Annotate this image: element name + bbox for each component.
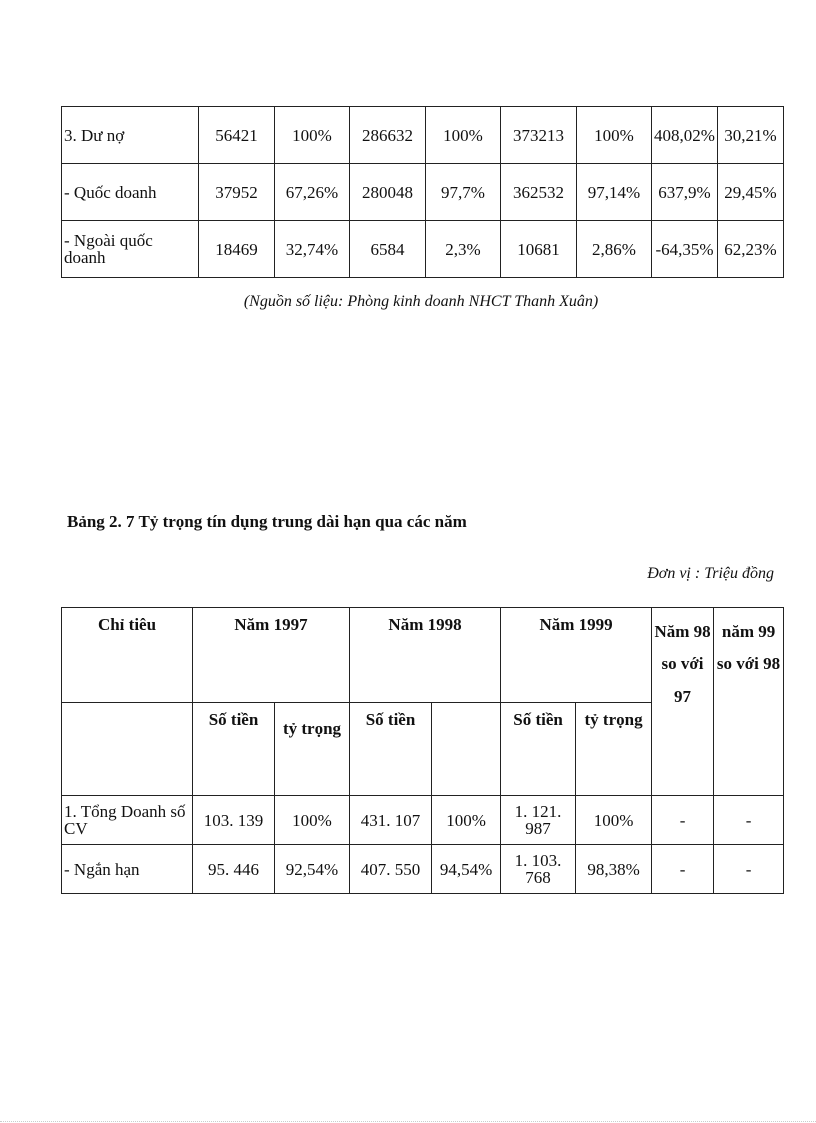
table-cell: 30,21%: [718, 107, 784, 164]
row-label: - Quốc doanh: [62, 164, 199, 221]
row-label: - Ngoài quốc doanh: [62, 221, 199, 278]
row-label: 3. Dư nợ: [62, 107, 199, 164]
table-cell: 97,14%: [577, 164, 652, 221]
page-bottom-divider: [0, 1121, 816, 1122]
table-cell: 100%: [426, 107, 501, 164]
subheader-so-tien-1997: Số tiền: [193, 703, 275, 796]
table-row: [62, 796, 784, 845]
table-cell: 280048: [350, 164, 426, 221]
table-cell: -: [652, 796, 714, 845]
table-cell: 286632: [350, 107, 426, 164]
table-cell: 1. 103. 768: [501, 845, 576, 894]
table-row: [62, 221, 784, 278]
subheader-so-tien-1999: Số tiền: [501, 703, 576, 796]
table-cell: 67,26%: [275, 164, 350, 221]
table-cell: -: [714, 845, 784, 894]
header-compare-98-97: Năm 98 so với 97: [652, 608, 714, 796]
subheader-empty: [62, 703, 193, 796]
table-cell: 37952: [199, 164, 275, 221]
source-note: (Nguồn số liệu: Phòng kinh doanh NHCT Thanh Xuân): [243, 293, 599, 310]
table-cell: 92,54%: [275, 845, 350, 894]
table-cell: 10681: [501, 221, 577, 278]
row-label: - Ngắn hạn: [62, 845, 193, 894]
table-cell: 18469: [199, 221, 275, 278]
subheader-ty-trong-1999: tỷ trọng: [576, 703, 652, 796]
table-cell: 100%: [576, 796, 652, 845]
header-year-1997: Năm 1997: [193, 608, 350, 703]
table-cell: 1. 121. 987: [501, 796, 576, 845]
table-cell: 98,38%: [576, 845, 652, 894]
table-cell: 100%: [275, 796, 350, 845]
table-cell: 362532: [501, 164, 577, 221]
table-cell: 95. 446: [193, 845, 275, 894]
credit-balance-table: [61, 106, 784, 278]
table-cell: 408,02%: [652, 107, 718, 164]
subheader-so-tien-1998: Số tiền: [350, 703, 432, 796]
table-cell: 6584: [350, 221, 426, 278]
table-row: [62, 164, 784, 221]
table-row: [62, 845, 784, 894]
table-cell: 100%: [432, 796, 501, 845]
subheader-ty-trong-1997: tỷ trọng: [275, 703, 350, 796]
header-compare-99-98: năm 99 so với 98: [714, 608, 784, 796]
table-cell: 56421: [199, 107, 275, 164]
medium-long-term-credit-table: [61, 607, 784, 894]
table-cell: 373213: [501, 107, 577, 164]
header-year-1999: Năm 1999: [501, 608, 652, 703]
table-cell: 29,45%: [718, 164, 784, 221]
table-cell: 100%: [275, 107, 350, 164]
table-cell: 62,23%: [718, 221, 784, 278]
table-cell: 637,9%: [652, 164, 718, 221]
table-cell: 2,86%: [577, 221, 652, 278]
table-cell: 103. 139: [193, 796, 275, 845]
table-cell: -: [652, 845, 714, 894]
table-row: [62, 107, 784, 164]
table-cell: 32,74%: [275, 221, 350, 278]
table-cell: 2,3%: [426, 221, 501, 278]
unit-label: Đơn vị : Triệu đồng: [647, 565, 774, 582]
header-chi-tieu: Chỉ tiêu: [62, 608, 193, 703]
table-cell: 94,54%: [432, 845, 501, 894]
row-label: 1. Tổng Doanh số CV: [62, 796, 193, 845]
table-cell: -: [714, 796, 784, 845]
table-cell: 97,7%: [426, 164, 501, 221]
table-cell: -64,35%: [652, 221, 718, 278]
table-title: Bảng 2. 7 Tỷ trọng tín dụng trung dài hạn qua các năm: [67, 512, 467, 531]
table-cell: 100%: [577, 107, 652, 164]
header-year-1998: Năm 1998: [350, 608, 501, 703]
table-cell: 407. 550: [350, 845, 432, 894]
header-row: [62, 608, 784, 703]
subheader-empty: [432, 703, 501, 796]
table-cell: 431. 107: [350, 796, 432, 845]
